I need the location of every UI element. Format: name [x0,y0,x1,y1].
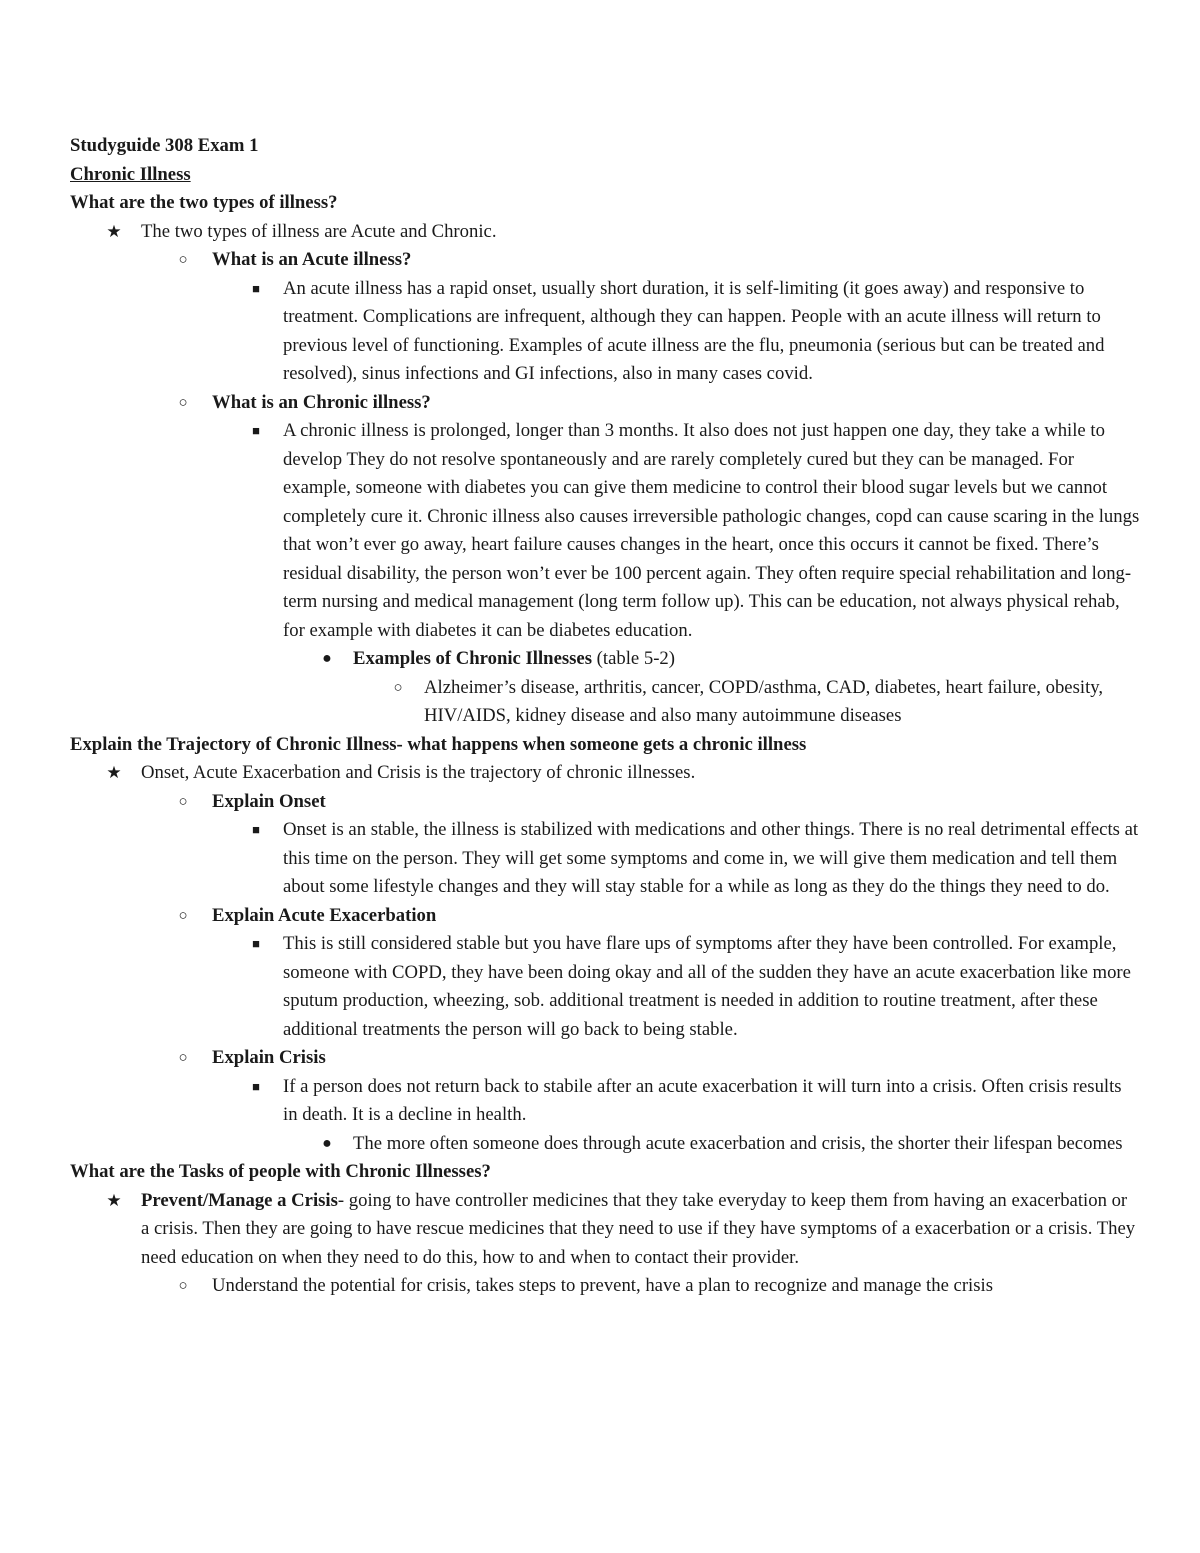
answer-text: The two types of illness are Acute and Chronic. [141,220,497,242]
subquestion-heading: What is an Acute illness? [212,249,412,270]
task-subtext: Understand the potential for crisis, takes steps to prevent, have a plan to recognize and manage the crisis [212,1275,993,1296]
list-item [70,1272,1140,1301]
list-item [70,246,1140,275]
list-item [70,417,1140,645]
square-bullet-icon: ■ [252,423,260,438]
list-item [70,275,1140,389]
examples-text: Alzheimer’s disease, arthritis, cancer, COPD/asthma, CAD, diabetes, heart failure, obesity, HIV/AIDS, kidney disease and also many autoimmune diseases [424,676,1104,726]
subquestion-heading: What is an Chronic illness? [212,391,431,413]
answer-text: A chronic illness is prolonged, longer than 3 months. It also does not just happen one day, they take a while to develop They do not resolve spontaneously and are rarely completely cured but they can be managed. For example, someone with diabetes you can give them medicine to control their blood sugar levels but we cannot completely cure it. Chronic illness also causes irreversible pathologic changes, copd can cause scaring in the lungs that won’t ever go away, heart failure causes changes in the heart, once this occurs it cannot be fixed. There’s residual disability, the person won’t ever be 100 percent again. They often require special rehabilitation and long-term nursing and medical management (long term follow up). This can be education, not always physical rehab, for example with diabetes it can be diabetes education. [283,420,1140,641]
square-bullet-icon: ■ [252,936,260,951]
question-heading: Explain the Trajectory of Chronic Illness- what happens when someone gets a chronic illness [70,733,807,755]
examples-heading: Examples of Chronic Illnesses [353,648,592,669]
answer-text: Onset, Acute Exacerbation and Crisis is the trajectory of chronic illnesses. [141,762,696,783]
list-item [70,389,1140,418]
document-title: Studyguide 308 Exam 1 [70,135,259,156]
section-heading: Chronic Illness [70,163,191,185]
document-body [70,132,1140,1301]
subquestion-heading: Explain Onset [212,790,326,812]
list-item [70,816,1140,902]
dot-bullet-icon: ● [322,1134,332,1152]
star-bullet-icon: ★ [106,221,122,241]
square-bullet-icon: ■ [252,280,260,296]
dot-bullet-icon: ● [322,650,332,667]
list-item [70,645,1140,674]
answer-text: This is still considered stable but you have flare ups of symptoms after they have been controlled. For example, someone with COPD, they have been doing okay and all of the sudden they have an acute exacerbation like more sputum production, wheezing, sob. additional treatment is needed in addition to routine treatment, after these additional treatments the person will go back to being stable. [283,933,1131,1040]
list-item [70,759,1140,788]
task-label: Prevent/Manage a Crisis [141,1189,338,1211]
circle-bullet-icon: ○ [178,252,188,268]
list-item [70,930,1140,1044]
circle-bullet-icon: ○ [178,394,188,411]
list-item [70,902,1140,931]
list-item [70,788,1140,817]
circle-bullet-icon: ○ [178,793,188,810]
question-heading: What are the two types of illness? [70,192,338,213]
question-heading: What are the Tasks of people with Chronic Illnesses? [70,1161,491,1182]
square-bullet-icon: ■ [252,822,260,837]
answer-text: An acute illness has a rapid onset, usually short duration, it is self-limiting (it goes away) and responsive to treatment. Complications are infrequent, although they can happen. People with an acute illness will return to previous level of functioning. Examples of acute illness are the flu, pneumonia (serious but can be treated and resolved), sinus infections and GI infections, also in many cases covid. [283,277,1105,384]
circle-bullet-icon: ○ [393,679,403,696]
list-item [70,674,1140,731]
list-item [70,218,1140,247]
answer-text: If a person does not return back to stabile after an acute exacerbation it will turn into a crisis. Often crisis results in death. It is a decline in health. [283,1075,1122,1125]
subquestion-heading: Explain Crisis [212,1047,326,1068]
examples-reference: (table 5-2) [591,648,676,669]
subquestion-heading: Explain Acute Exacerbation [212,904,437,926]
list-item [70,1073,1140,1130]
star-bullet-icon: ★ [106,763,122,782]
list-item [70,1130,1140,1159]
note-text: The more often someone does through acute exacerbation and crisis, the shorter their lifespan becomes [353,1132,1123,1154]
square-bullet-icon: ■ [252,1078,260,1094]
answer-text: Onset is an stable, the illness is stabilized with medications and other things. There is no real detrimental effects at this time on the person. They will get some symptoms and come in, we will give them medication and tell them about some lifestyle changes and they will stay stable for a while as long as they do the things they need to do. [283,819,1139,897]
circle-bullet-icon: ○ [178,1050,188,1066]
list-item [70,1187,1140,1273]
circle-bullet-icon: ○ [178,907,188,924]
circle-bullet-icon: ○ [178,1278,188,1294]
list-item [70,1044,1140,1073]
star-bullet-icon: ★ [106,1190,122,1210]
task-text: - going to have controller medicines that they take everyday to keep them from having an exacerbation or a crisis. Then they are going to have rescue medicines that they need to use if they have symptoms of a exacerbation or a crisis. They need education on when they need to do this, how to and when to contact their provider. [141,1189,1136,1268]
